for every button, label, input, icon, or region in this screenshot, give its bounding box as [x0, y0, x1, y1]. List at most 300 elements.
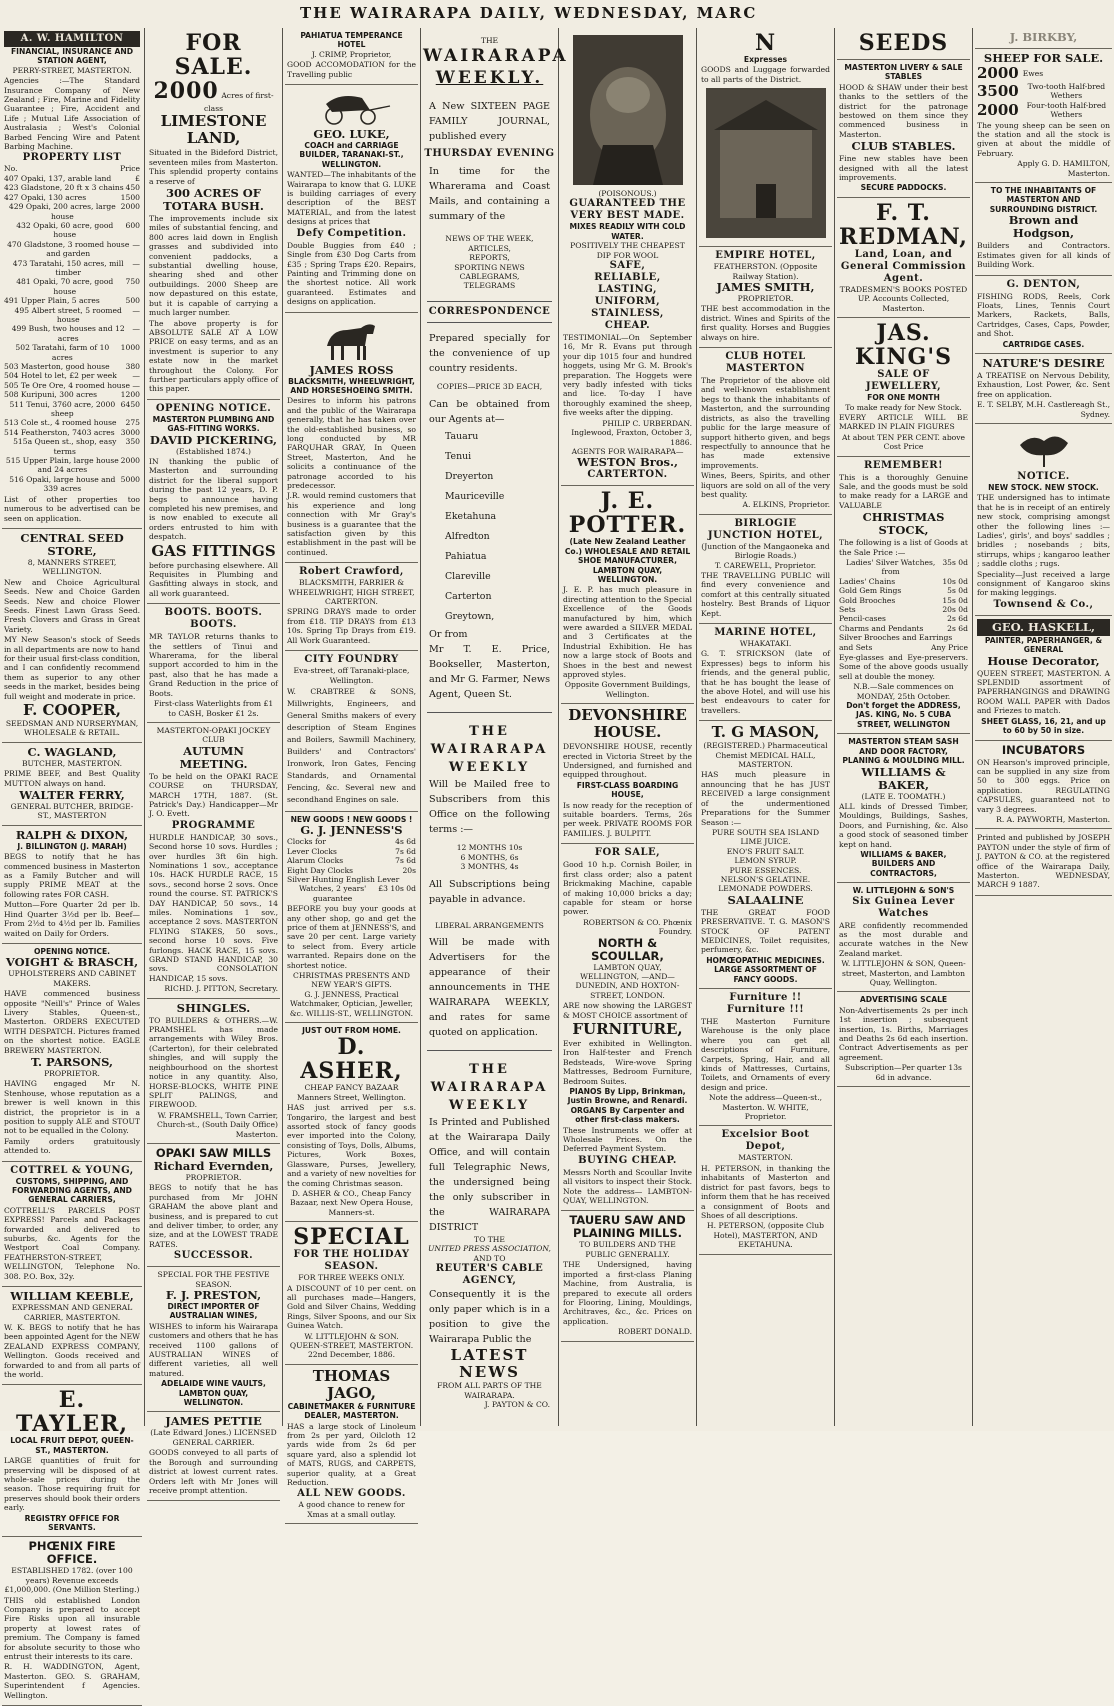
- column-6: [699, 28, 832, 1426]
- property-row: 505 Te Ore Ore, 4 roomed house —: [4, 380, 140, 390]
- ad-subtitle: AGENTS FOR WAIRARAPA—: [571, 446, 684, 456]
- ad-title: F. J. PRESTON,: [165, 1288, 262, 1302]
- ad-subtitle: LIMESTONE LAND,: [160, 112, 267, 148]
- hotel-illustration: [706, 88, 826, 238]
- sheep-row: 2000 Ewes: [977, 64, 1044, 82]
- ad-jockey-club: [147, 723, 280, 999]
- dip-qualities: [563, 260, 692, 332]
- ad-address: PERRY-STREET, MASTERTON.: [12, 65, 132, 75]
- column-rule: [144, 28, 145, 1426]
- ad-city-foundry: [285, 651, 418, 812]
- column-rule: [420, 28, 421, 1426]
- ad-title: GAS FITTINGS: [151, 541, 276, 560]
- ad-title: WALTER FERRY,: [19, 788, 125, 803]
- property-row: 511 Tenui, 3760 acre, 2000 sheep 6450: [9, 399, 140, 419]
- ad-subtitle: (Late New Zealand Leather Co.) WHOLESALE AND RETAIL SHOE MANUFACTURER, LAMBTON QUAY, WELLINGTON.: [564, 537, 691, 584]
- ad-subtitle: Defy Competition.: [296, 227, 407, 239]
- weekly-title: WAIRARAPA: [423, 46, 569, 67]
- ad-subtitle: CHEAP FANCY BAZAAR Manners Street, Wellington.: [297, 1083, 406, 1102]
- ad-text: The following is a list of Goods at the Sale Price :—: [839, 538, 968, 557]
- ad-title: INCUBATORS: [1001, 742, 1086, 757]
- column-2: [147, 28, 280, 1495]
- ad-heading: JUST OUT FROM HOME.: [302, 1026, 401, 1036]
- ad-notice-new-stock: [975, 424, 1112, 616]
- ad-furniture: [699, 989, 832, 1126]
- weekly-text: Mr T. E. Price, Bookseller, Masterton, and Mr G. Farmer, News Agent, Queen St.: [429, 644, 550, 701]
- property-row: 407 Opaki, 137, arable land £: [4, 173, 140, 183]
- price-row: Eight Day Clocks 20s: [287, 865, 416, 875]
- ad-subtitle: MASTERTON.: [738, 1153, 793, 1163]
- weekly-latest: LATEST NEWS: [450, 1346, 529, 1382]
- ad-title: House Decorator,: [987, 653, 1100, 668]
- ad-natures-desire: [975, 354, 1112, 424]
- ad-club-hotel: [699, 348, 832, 515]
- ad-title: A. W. HAMILTON: [4, 31, 140, 47]
- ad-signature: WILLIAMS & BAKER, BUILDERS AND CONTRACTORS,: [860, 849, 947, 878]
- property-row: 470 Gladstone, 3 roomed house and garden —: [7, 239, 140, 259]
- weekly-the: THE: [480, 36, 499, 45]
- ad-text: Ever exhibited in Wellington. Iron Half-tester and French Bedsteads, Wire-wove Spring Mattresses, Bedroom Furniture, Bedroom Suites.: [563, 1038, 692, 1086]
- ad-boots: [147, 604, 280, 723]
- agent-town: Carterton: [445, 591, 492, 603]
- ad-text: Situated in the Bideford District, seventeen miles from Masterton. This splendid property contains a reserve of: [149, 148, 278, 186]
- ad-subtitle: PAINTER, PAPERHANGER, & GENERAL: [984, 635, 1103, 655]
- ad-note: Opposite Government Buildings, Wellington.: [564, 680, 691, 699]
- ad-subtitle: CABINETMAKER & FURNITURE DEALER, MASTERTON.: [287, 1401, 416, 1421]
- ad-text: HOOD & SHAW under their best thanks to the settlers of the district for the patronage bestowed on them since they commenced business in Masterton.: [839, 82, 968, 139]
- ad-hamilton: [2, 28, 142, 529]
- ad-seeds-top: [837, 28, 970, 60]
- dip-quality: UNIFORM,: [594, 296, 661, 308]
- property-row: 504 Hotel to let, £2 per week —: [4, 371, 140, 381]
- ad-text: EVERY ARTICLE WILL BE MARKED IN PLAIN FIGURES: [839, 412, 968, 432]
- weekly-section-item: TELEGRAMS: [463, 281, 516, 291]
- ad-heading: REGISTRY OFFICE FOR SERVANTS.: [24, 1513, 120, 1532]
- ad-title: PAHIATUA TEMPERANCE HOTEL: [300, 31, 403, 50]
- jewellery-row: Silver Brooches and Earrings: [839, 633, 953, 643]
- agent-town: Greytown,: [445, 611, 495, 623]
- ad-title: DEVONSHIRE HOUSE.: [568, 706, 687, 742]
- ad-subtitle: T. CAREWELL, Proprietor.: [714, 560, 817, 570]
- column-rule: [558, 28, 559, 1426]
- ad-title: WILLIAMS & BAKER,: [861, 764, 946, 792]
- chemist-items: [701, 828, 830, 894]
- chemist-item: PURE ESSENCES.: [729, 865, 802, 875]
- ad-text: New and Choice Agricultural Seeds. New and Choice Garden Seeds. New and choice Flower Seeds. Finest Lawn Grass Seed. Fresh Clovers and Grass in Great Variety.: [4, 577, 140, 634]
- ad-title: Excelsior Boot Depot,: [721, 1129, 810, 1153]
- ad-title: NOTICE.: [1017, 470, 1070, 482]
- weekly-text: Can be obtained from our Agents at—: [429, 399, 550, 426]
- ad-jago: [285, 1365, 418, 1524]
- ad-heading: FOR SALE,: [594, 847, 661, 859]
- ad-subtitle: FIRST-CLASS BOARDING HOUSE,: [576, 780, 679, 800]
- ad-signature: Apply G. D. HAMILTON, Masterton.: [1017, 159, 1110, 178]
- ad-subtitle: SALE OF JEWELLERY,: [865, 369, 942, 393]
- ad-title: J. E. POTTER.: [568, 488, 687, 539]
- ad-subtitle: FINANCIAL, INSURANCE AND STATION AGENT,: [10, 47, 134, 66]
- ad-preston: [147, 1267, 280, 1412]
- ad-title: JAS. KING'S: [855, 320, 952, 371]
- ad-text: THE TRAVELLING PUBLIC will find every convenience and comfort at this centrally situated hostelry. Best Brands of Liquor Kept.: [701, 570, 830, 618]
- ad-text: TRADESMEN'S BOOKS POSTED UP. Accounts Collected, Masterton.: [839, 284, 968, 313]
- jewellery-row: Sets 20s 0d: [839, 605, 968, 614]
- ad-title: FOR SALE.: [174, 30, 253, 80]
- ad-subtitle: SUCCESSOR.: [173, 1250, 254, 1262]
- ad-text: MY New Season's stock of Seeds in all departments are now to hand for their usual first-class condition, and I can confidently recommend them as superior to any other seeds in the market, besides being full weight and moderate in price.: [4, 635, 140, 701]
- weekly-text: Will be Mailed free to Subscribers from this Office on the following terms :—: [429, 779, 550, 836]
- ad-subtitle: BLACKSMITH, WHEELWRIGHT, AND HORSESHOEING SMITH.: [288, 376, 415, 395]
- ad-title: OPAKI SAW MILLS: [155, 1145, 272, 1160]
- ad-title: T. G MASON,: [711, 723, 820, 742]
- ad-signature: Townsend & Co.,: [993, 598, 1094, 610]
- ad-subtitle: SEEDSMAN AND NURSERYMAN, WHOLESALE & RETAIL.: [5, 719, 139, 738]
- ad-text: R. H. WADDINGTON, Agent, Masterton. GEO. S. GRAHAM, Superintendent f Agencies. Wellington.: [4, 1662, 140, 1700]
- ad-title: SEEDS: [858, 30, 949, 56]
- weekly-intro-2: In time for the Wharerama and Coast Mails, and containing a summary of the: [429, 166, 550, 223]
- ad-text: GOODS conveyed to all parts of the Borough and surrounding district at lowest current rates. Orders left with Mr Jones will receive prompt attention.: [149, 1448, 278, 1495]
- ad-title: SALAALINE: [727, 892, 804, 907]
- ad-text: GOODS and Luggage forwarded to all parts of the District.: [701, 65, 830, 84]
- ad-text: THE undersigned has to intimate that he is in receipt of an entirely new stock, comprising amongst other the following lines :— Ladies', girls', and boys' saddles ; bridles ; nosebands ; bits, stirrups, whips ; kangaroo leather ; saddle cloths ; rugs.: [977, 493, 1110, 569]
- ad-mason: [699, 721, 832, 989]
- ad-signature: W. FRAMSHELL, Town Carrier, Church-st., (South Daily Office) Masterton.: [156, 1110, 278, 1139]
- ad-expresses: [699, 28, 832, 247]
- ad-subtitle: (POISONOUS.): [598, 189, 657, 198]
- sheep-row: 3500 Two-tooth Half-bred Wethers: [977, 81, 1106, 101]
- subscription-term: 12 MONTHS 10s: [456, 843, 523, 853]
- ad-ross: [285, 313, 418, 564]
- ad-title: F. COOPER,: [22, 701, 122, 719]
- ad-title: GEO. LUKE,: [313, 127, 390, 142]
- dip-quality: SAFE,: [609, 260, 646, 272]
- ad-subtitle: J. CRIMP, Proprietor,: [311, 49, 392, 59]
- ad-text: W. CRABTREE & SONS, Millwrights, Engineers, and General Smiths makers of every description of Steam Engines and Boilers, Sawmill Machinery, Builders' and Contractors' Ironwork, Iron Gates, Fencing Standards, and Ornamental Fencing, &c. Several new and secondhand Engines on sale.: [287, 686, 416, 804]
- ad-text: Desires to inform his patrons and the public of the Wairarapa generally, that he has taken over the old-established business, so long conducted by MR FARQUHAR GRAY, In Queen Street, Masterton, And he solicits a continuance of the patronage accorded to his predecessor.: [287, 396, 416, 490]
- ad-text: IN thanking the public of Masterton and surrounding district for the liberal support during the past 12 years, D. P. begs to announce having completed his new premises, and is now enabled to execute all orders entrusted to him with despatch.: [149, 456, 278, 542]
- ad-title: NORTH & SCOULLAR,: [591, 935, 664, 963]
- column-3: [285, 28, 418, 1519]
- ad-title: MASTERTON STEAM SASH AND DOOR FACTORY, PLANING & MOULDING MILL.: [842, 737, 965, 766]
- ad-title: NATURE'S DESIRE: [982, 355, 1105, 370]
- ad-signature: PHILIP C. URBERDAN. Inglewood, Fraxton, October 3, 1886.: [571, 418, 692, 447]
- price-list: [287, 837, 416, 903]
- ad-subtitle: NEW STOCK. NEW STOCK.: [988, 482, 1099, 492]
- agent-town: Dreyerton: [445, 471, 494, 483]
- ad-text: Acres of first-class: [203, 91, 274, 113]
- ad-text: ARE confidently recommended as the most durable and accurate watches in the New Zealand market.: [839, 920, 968, 958]
- ad-title: SHEEP FOR SALE.: [983, 51, 1104, 65]
- ad-text: These Instruments we offer at Wholesale Prices. On the Deferred Payment System.: [563, 1125, 692, 1154]
- ad-subtitle: Eva-street, off Taranaki-place, Wellington.: [293, 666, 410, 685]
- weekly-sections: [423, 234, 556, 290]
- ad-potter: [561, 486, 694, 704]
- ad-title: WESTON Bros.,: [576, 455, 678, 470]
- ad-address: Don't forget the ADDRESS, JAS. KING, No. 5 CUBA STREET, WELLINGTON: [846, 701, 961, 729]
- weekly-mail-title: THE WAIRARAPA WEEKLY: [430, 724, 549, 776]
- ad-text: Messrs North and Scoullar Invite all visitors to inspect their Stock. Note the address— LAMBTON-QUAY, WELLINGTON.: [563, 1167, 692, 1206]
- column-rule: [972, 28, 973, 1426]
- weekly-reuter: REUTER'S CABLE AGENCY,: [435, 1263, 544, 1287]
- ad-text: W. K. BEGS to notify that he has been appointed Agent for the NEW ZEALAND EXPRESS COMPANY, Wellington. Goods received and forwarded to and from all parts of the world.: [4, 1322, 140, 1379]
- ad-title: T. PARSONS,: [30, 1054, 114, 1069]
- agent-town: Eketahuna: [445, 511, 497, 523]
- ad-title: BOOTS. BOOTS. BOOTS.: [164, 607, 263, 631]
- agent-town: Clareville: [445, 571, 491, 583]
- weekly-signature: J. PAYTON & CO.: [484, 1399, 550, 1409]
- ad-note: Subscription—Per quarter 13s 6d in advance.: [845, 1063, 962, 1082]
- ad-title: GEO. HASKELL,: [977, 619, 1110, 636]
- agent-town: Pahiatua: [445, 551, 487, 563]
- ad-subtitle: LOCAL FRUIT DEPOT, QUEEN-ST., MASTERTON.: [10, 1436, 134, 1455]
- ad-title: J. BIRKBY,: [1009, 30, 1078, 44]
- column-4-weekly: [423, 28, 569, 1426]
- ad-title: VOIGHT & BRASCH,: [5, 955, 139, 970]
- ad-text: At about TEN PER CENT. above Cost Price: [841, 432, 966, 452]
- ad-text: To be held on the OPAKI RACE COURSE on THURSDAY, MARCH 17TH, 1887. (St. Patrick's Day.) Handicapper—Mr J. O. Evett.: [149, 771, 278, 819]
- chemist-item: PURE SOUTH SEA ISLAND LIME JUICE.: [711, 827, 820, 847]
- weekly-title-2: WEEKLY.: [435, 68, 544, 89]
- ad-heading: OPENING NOTICE.: [33, 946, 111, 956]
- ad-text: THIS old established London Company is prepared to accept Fire Risks upon all insurable property at lowest rates of premium. The Company is famed for absolute security to those who entrust their interests to its care.: [4, 1595, 140, 1662]
- ad-text: Wines, Beers, Spirits, and other liquors are sold on all of the very best quality.: [701, 471, 830, 499]
- column-8: [975, 28, 1112, 1426]
- ad-special: [285, 1222, 418, 1365]
- ad-text: Mutton—Fore Quarter 2d per lb. Hind Quarter 3½d per lb. Beef—From 2½d to 4½d per lb. Families waited on Daily for Orders.: [4, 900, 140, 938]
- ad-subtitle: ADELAIDE WINE VAULTS, LAMBTON QUAY, WELLINGTON.: [161, 1379, 266, 1408]
- ad-subtitle: CUSTOMS, SHIPPING, AND FORWARDING AGENTS, AND GENERAL CARRIERS,: [12, 1176, 132, 1205]
- ad-text: The Proprietor of the above old and well-known establishment begs to thank the inhabitants of Masterton, and the surrounding districts, as also the travelling public for the large measure of support hitherto given, and begs respectfully to announce that he has made extensive improvements.: [701, 376, 830, 470]
- ad-note: N.B.—Sale commences on MONDAY, 25th October.: [853, 682, 954, 701]
- jewellery-row: Ladies' Silver Watches, from 35s 0d: [846, 557, 968, 577]
- ad-subtitle: (Late Edward Jones.) LICENSED GENERAL CARRIER.: [150, 1428, 277, 1447]
- ad-text: HAVE commenced business opposite "Neill's" Prince of Wales Livery Stables, Queen-st., Masterton. ORDERS EXECUTED WITH DESPATCH. Pictures framed on the shortest notice. EAGLE BREWERY MASTERTON.: [4, 989, 140, 1055]
- ad-livery-stables: [837, 60, 970, 198]
- ad-phoenix: [2, 1537, 142, 1706]
- ad-title: W. LITTLEJOHN & SON'S: [852, 886, 955, 896]
- ad-subtitle: ESTABLISHED 1782. (over 100 years) Revenue exceeds £1,000,000. (One Million Sterling.): [4, 1566, 140, 1595]
- ad-pettie: [147, 1412, 280, 1501]
- ad-text: J. E. P. has much pleasure in directing attention to the Special Excellence of the Goods manufactured by him, which were awarded a SILVER MEDAL and 3 Certificates at the Industrial Exhibition. He has now a large stock of Boots and Shoes in the best and newest approved styles.: [563, 585, 692, 679]
- ad-taylor: [2, 1385, 142, 1537]
- ad-subtitle: BLACKSMITH, FARRIER & WHEELWRIGHT, HIGH STREET, CARTERTON.: [288, 578, 415, 607]
- ad-opaki-mills: [147, 1144, 280, 1267]
- ad-title: MARINE HOTEL,: [714, 627, 817, 638]
- agent-towns: [423, 427, 556, 627]
- ad-heading: MASTERTON-OPAKI JOCKEY CLUB: [156, 725, 271, 745]
- ad-advertising-scale: [837, 992, 970, 1087]
- column-rule: [696, 28, 697, 1426]
- ad-title: SPECIAL: [293, 1224, 410, 1251]
- ad-signature: A. ELKINS, Proprietor.: [742, 500, 830, 510]
- ad-luke: [285, 85, 418, 313]
- dip-quality: LASTING,: [598, 284, 657, 296]
- ad-text: FISHING RODS, Reels, Cork Floats, Lines, Tennis Court Markers, Rackets, Balls, Cartridges, Cases, Caps, Powder, and Shot.: [977, 291, 1110, 339]
- ad-note: Family orders gratuitously attended to.: [4, 1136, 140, 1156]
- ad-signature: ROBERT DONALD.: [618, 1327, 692, 1337]
- ad-birkby: [975, 28, 1112, 49]
- ad-title: JAMES ROSS: [309, 362, 394, 377]
- ad-text: A TREATISE on Nervous Debility, Exhaustion, Lost Power, &c. Sent free on application.: [977, 370, 1110, 399]
- ad-title: G. DENTON,: [1006, 278, 1081, 290]
- ad-title: CENTRAL SEED STORE,: [20, 530, 124, 558]
- ad-text: H. PETERSON, in thanking the inhabitants of Masterton and district for past favors, begs to inform them that he has received a consignment of Boots and Shoes of all descriptions.: [701, 1163, 830, 1220]
- ad-subtitle: COACH and CARRIAGE BUILDER, TARANAKI-ST., WELLINGTON.: [299, 141, 404, 169]
- dip-quality: STAINLESS,: [591, 308, 664, 320]
- property-row: 495 Albert street, 5 roomed house —: [14, 305, 140, 324]
- ad-title: CHRISTMAS STOCK,: [862, 510, 945, 538]
- ad-text: HAVING engaged Mr N. Stenhouse, whose reputation as a brewer is well known in this district, the proprietor is in a position to supply ALE and STOUT not to be equalled in the Colony.: [4, 1079, 140, 1136]
- weekly-section-item: REPORTS,: [469, 253, 510, 263]
- jewellery-row: Gold Gem Rings 5s 0d: [839, 586, 968, 596]
- ad-title: COTTREL & YOUNG,: [10, 1164, 134, 1176]
- ad-title: MASTERTON LIVERY & SALE STABLES: [844, 63, 963, 82]
- subscription-term: 6 MONTHS, 6s: [460, 852, 519, 862]
- ad-text: Speciality—Just received a large consignment of Kangaroo skins for making leggings.: [977, 569, 1110, 598]
- ad-subtitle: PIANOS By Lipp, Brinkman, Justin Browne, and Renardi.: [567, 1087, 688, 1106]
- ad-kings-jewellery: [837, 318, 970, 456]
- ad-subtitle: HOMŒOPATHIC MEDICINES.: [706, 955, 825, 965]
- ad-asher: [285, 1023, 418, 1222]
- ad-title: Brown and Hodgson,: [1008, 213, 1079, 241]
- ad-text: G. T. STRICKSON (late of Expresses) begs to inform his friends, and the general public, that he has bought the lease of the above Hotel, and will use his best endeavours to cater for travellers.: [701, 649, 830, 715]
- price-row: Lever Clocks 7s 6d: [287, 846, 416, 856]
- column-1: [2, 28, 142, 1700]
- ad-subtitle: (REGISTERED.) Pharmaceutical Chemist MEDICAL HALL, MASTERTON.: [703, 741, 828, 770]
- ad-text: HAS a large stock of Linoleum from 2s per yard, Oilcloth 12 yards wide from 2s 6d per square yard, also a splendid lot of MATS, RUGS, and CARPETS, superior quality, at a Great Reduction.: [287, 1421, 416, 1488]
- ad-devonshire: [561, 704, 694, 844]
- ad-title: Robert Crawford,: [299, 566, 404, 578]
- ad-subtitle: Expresses: [743, 55, 788, 64]
- ad-heading: TO THE INHABITANTS OF MASTERTON AND SURROUNDING DISTRICT.: [989, 186, 1098, 214]
- ad-title: TAUERU SAW AND PLAINING MILLS.: [569, 1213, 686, 1241]
- sheep-row: 2000 Four-tooth Half-bred Wethers: [977, 100, 1107, 120]
- ad-subtitle: CARTERTON.: [587, 469, 668, 481]
- ad-title: REMEMBER!: [864, 459, 943, 471]
- ad-subtitle: EXPRESSMAN AND GENERAL CARRIER, MASTERTON.: [11, 1303, 133, 1322]
- ad-title: RALPH & DIXON,: [15, 827, 129, 842]
- ad-text: Is now ready for the reception of suitable boarders. Terms, 26s per week. PRIVATE ROOMS FOR FAMILIES. J. BULPITT.: [563, 800, 692, 838]
- ad-signature: RICHD. J. PITTON, Secretary.: [164, 984, 278, 994]
- ad-redman: [837, 198, 970, 318]
- ad-subtitle: MIXES READILY WITH COLD WATER.: [569, 222, 686, 241]
- ad-signature: R. A. PAYWORTH, Masterton.: [996, 814, 1110, 824]
- ad-title: FURNITURE,: [572, 1019, 683, 1038]
- ad-subtitle: LARGE ASSORTMENT OF FANCY GOODS.: [714, 965, 817, 984]
- ad-text: TESTIMONIAL—On September 16, Mr R. Evans put through your dip 1015 four and hundred hoggets, using Mr G. M. Brook's preparation. The Hoggets were very badly infested with ticks and lice. To-day I have thoroughly examined the sheep, five weeks after the dipping.: [563, 333, 692, 418]
- property-row: 516 Opaki, large house and 339 acres 5000: [9, 474, 140, 494]
- ad-text: WISHES to inform his Wairarapa customers and others that he has received 1100 gallons of AUSTRALIAN WINES of different varieties, all well matured.: [149, 1321, 278, 1378]
- ad-title: Furniture !! Furniture !!!: [726, 992, 805, 1015]
- property-list: [4, 174, 140, 494]
- chemist-item: LEMON SYRUP.: [734, 856, 797, 866]
- ad-subtitle: MASTERTON PLUMBING AND GAS-FITTING WORKS.: [152, 414, 275, 434]
- agent-town: Mauriceville: [445, 491, 505, 503]
- ad-subtitle: WHAKATAKI.: [739, 639, 792, 648]
- column-5: [561, 28, 694, 1426]
- jewellery-row: Charms and Pendants 2s 6d: [839, 623, 968, 633]
- saddle-illustration: [1014, 427, 1074, 469]
- ad-shingles: [147, 999, 280, 1144]
- ad-heading: OPENING NOTICE.: [155, 402, 272, 414]
- ad-haskell: [975, 616, 1112, 741]
- weekly-section-item: SPORTING NEWS: [454, 262, 525, 272]
- property-row: 508 Kuripuni, 300 acres 1200: [4, 390, 140, 400]
- ad-text: Good 10 h.p. Cornish Boiler, in first class order; also a patent Brickmaking Machine, capable of making 10,000 bricks a day; capable for steam or horse power.: [563, 860, 692, 917]
- ad-text: PRIME BEEF, and Best Quality MUTTON always on hand.: [4, 769, 140, 788]
- ad-subtitle: FOR THREE WEEKS ONLY.: [298, 1273, 405, 1283]
- ad-text: BEGS to notify that he has commenced business in Masterton as a Family Butcher and will supply PRIME MEAT at the following rates FOR CASH.: [4, 852, 140, 899]
- ad-text: WANTED—The inhabitants of the Wairarapa to know that G. LUKE is building carriages of every description of the BEST MATERIAL, and from the latest designs at prices that: [287, 170, 416, 227]
- ad-title: SHINGLES.: [176, 1000, 251, 1015]
- chemist-item: NELSON'S GELATINE.: [720, 874, 811, 884]
- property-row: 423 Gladstone, 20 ft x 3 chains 450: [4, 183, 140, 193]
- ad-text: ON Hearson's improved principle, can be supplied in any size from 50 to 300 eggs. Price on application. REGULATING CAPSULES, guaranteed not to vary 3 degrees.: [977, 757, 1110, 814]
- subscription-terms: [423, 843, 556, 871]
- ad-taueru-mills: [561, 1211, 694, 1341]
- ad-text: THE best accommodation in the district. Wines and Spirits of the first quality. Horses and Buggies always on hire.: [701, 304, 830, 342]
- property-row: 499 Bush, two houses and 12 acres —: [11, 324, 140, 343]
- ad-remember: [837, 457, 970, 735]
- weekly-text: Consequently it is the only paper which is in a position to give the Wairarapa Public the: [429, 1289, 550, 1346]
- ad-signature: Note the address—Queen-st., Masterton. W. WHITE, Proprietor.: [708, 1093, 823, 1122]
- ad-keeble: [2, 1287, 142, 1385]
- property-row: 502 Taratahi, farm of 10 acres 1000: [15, 343, 140, 362]
- ad-text: Double Buggies from £40 ; Single from £30 Dog Carts from £35 ; Spring Traps £20. Repairs, Painting and Trimming done on the shortest notice. All work guaranteed. Estimates and designs on application.: [287, 240, 416, 307]
- weekly-section-item: ARTICLES,: [468, 243, 511, 253]
- ad-birlogie: [699, 515, 832, 624]
- imprint: [975, 829, 1112, 895]
- list-header: No. Price: [4, 164, 140, 174]
- chemist-item: LEMONADE POWDERS.: [718, 884, 813, 894]
- weekly-correspondence: CORRESPONDENCE: [427, 301, 552, 323]
- weekly-section-item: NEWS OF THE WEEK,: [445, 234, 534, 244]
- ad-subtitle: LAMBTON QUAY, WELLINGTON, —AND— DUNEDIN, AND HOXTON-STREET, LONDON.: [575, 962, 680, 1000]
- ad-subtitle: GENERAL BUTCHER, BRIDGE-ST., MASTERTON: [10, 802, 134, 821]
- weekly-copies: COPIES—PRICE 3D EACH,: [436, 381, 543, 391]
- ad-title: G. J. JENNESS'S: [300, 823, 403, 838]
- sheep-dip-illustration: [573, 35, 683, 185]
- ad-text: SPRING DRAYS made to order from £18. TIP DRAYS from £13 10s. Spring Tip Drays from £19. All Work Guaranteed.: [287, 607, 416, 645]
- weekly-thursday: THURSDAY EVENING: [424, 148, 555, 160]
- ad-title: CLUB STABLES.: [851, 139, 956, 154]
- ad-text: LARGE quantities of fruit for preserving will be disposed of at whole-sale prices during the season. Those requiring fruit for preserves should book their orders early.: [4, 1456, 140, 1513]
- chemist-item: ENO'S FRUIT SALT.: [726, 846, 805, 856]
- ad-title: F. T. REDMAN,: [839, 199, 968, 250]
- ad-note: A good chance to renew for Xmas at a small outlay.: [298, 1500, 405, 1519]
- ad-text: The young sheep can be seen on the station and all the stock is given at about the middle of February.: [977, 120, 1110, 158]
- weekly-daily-title: THE WAIRARAPA WEEKLY: [430, 1061, 549, 1113]
- ad-sheep-for-sale: [975, 49, 1112, 183]
- ad-subtitle: PROPRIETOR.: [185, 1172, 242, 1182]
- ad-text: DEVONSHIRE HOUSE, recently erected in Victoria Street by the Undersigned, and furnished and equipped throughout.: [563, 742, 692, 780]
- ad-title: N: [754, 30, 777, 56]
- ad-text: ALL kinds of Dressed Timber, Mouldings, Buildings, Sashes, Doors, and Furnishing, &c. Also a good stock of seasoned timber kept on hand.: [839, 801, 968, 849]
- weekly-text: Is Printed and Published at the Wairarapa Daily Office, and will contain full Telegraphic News, the undersigned being the only subscriber in the WAIRARAPA DISTRICT: [429, 1116, 550, 1233]
- list-title: PROPERTY LIST: [22, 152, 122, 164]
- weekly-from: FROM ALL PARTS OF THE WAIRARAPA.: [437, 1381, 542, 1400]
- ad-subtitle: (Junction of the Mangaoneka and Birlogie Roads.): [701, 541, 830, 561]
- ad-signature: ROBERTSON & CO. Phœnix Foundry.: [583, 917, 692, 937]
- price-row: Alarum Clocks 7s 6d: [287, 856, 416, 866]
- ad-subtitle: PROPRIETOR.: [44, 1068, 100, 1078]
- ad-subtitle: 300 ACRES OF TOTARA BUSH.: [163, 186, 264, 214]
- property-row: 491 Upper Plain, 5 acres 500: [4, 296, 140, 306]
- ad-subtitle: UPHOLSTERERS AND CABINET MAKERS.: [8, 969, 136, 988]
- ad-text: This is a thoroughly Genuine Sale, and the goods must be sold to make ready for a LARGE and VALUABLE: [839, 472, 968, 510]
- ad-signature: G. J. JENNESS, Practical Watchmaker, Optician, Jeweller, &c. WILLIS-ST., WELLINGTON.: [289, 989, 414, 1018]
- ad-for-sale: [147, 28, 280, 400]
- ad-text: before purchasing elsewhere. All Requisites in Plumbing and Gasfitting always in stock, and all work guaranteed.: [149, 560, 278, 598]
